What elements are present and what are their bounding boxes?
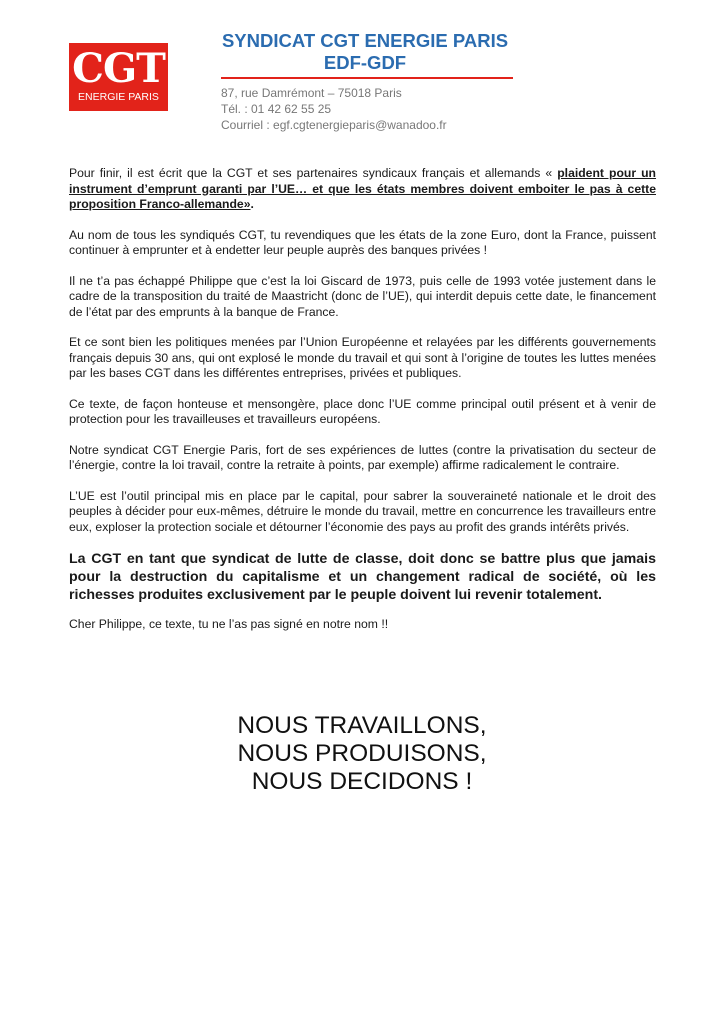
logo-sub-text: ENERGIE PARIS [78, 91, 159, 103]
slogan-line-2: NOUS PRODUISONS, [237, 740, 487, 767]
letterhead-title [210, 30, 520, 74]
slogan-line-3: NOUS DECIDONS ! [251, 768, 473, 795]
paragraph-3: Il ne t’a pas échappé Philippe que c’est la loi Giscard de 1973, puis celle de 1993 votée justement dans le cadre de la transposition du traité de Maastricht (donc de l’UE), qui interdit depuis cette date, le financement de l’état par des emprunts à la banque de France. [69, 273, 656, 319]
title-line-1: SYNDICAT CGT ENERGIE PARIS [221, 30, 509, 51]
paragraph-4: Et ce sont bien les politiques menées par l’Union Européenne et relayées par les différents gouvernements français depuis 30 ans, qui ont explosé le monde du travail et qui sont à l’origine de toutes les luttes menées par les bases CGT dans les différentes entreprises, privées et publiques. [69, 335, 656, 380]
header-divider [221, 77, 513, 79]
logo-main-text: CGT [72, 45, 165, 92]
cgt-logo [69, 43, 168, 111]
address: 87, rue Damrémont – 75018 Paris [221, 86, 402, 100]
contact-block [221, 85, 447, 133]
slogan [180, 712, 544, 796]
title-line-2: EDF-GDF [323, 52, 407, 73]
phone: Tél. : 01 42 62 55 25 [221, 102, 332, 116]
paragraph-9: Cher Philippe, ce texte, tu ne l’as pas signé en notre nom !! [69, 617, 389, 631]
email: Courriel : egf.cgtenergieparis@wanadoo.fr [221, 118, 447, 132]
paragraph-6: Notre syndicat CGT Energie Paris, fort de ses expériences de luttes (contre la privatisation du secteur de l’énergie, contre la loi travail, contre la retraite à points, par exemple) affirme radicalement le contraire. [69, 442, 656, 472]
slogan-line-1: NOUS TRAVAILLONS, [237, 712, 487, 739]
letter-body [69, 166, 656, 648]
paragraph-1 [69, 166, 656, 213]
p1-text: Pour finir, il est écrit que la CGT et ses partenaires syndicaux français et allemands « [69, 166, 558, 180]
paragraph-2: Au nom de tous les syndiqués CGT, tu revendiques que les états de la zone Euro, dont la France, puissent continuer à emprunter et à endetter leur peuple auprès des banques privées ! [69, 227, 656, 257]
paragraph-5: Ce texte, de façon honteuse et mensongère, place donc l’UE comme principal outil présent et à venir de protection pour les travailleuses et travailleurs européens. [69, 396, 656, 426]
paragraph-7: L’UE est l’outil principal mis en place par le capital, pour sabrer la souveraineté nationale et le droit des peuples à décider pour eux-mêmes, détruire le monde du travail, mettre en concurrence les travailleurs entre eux, exploser la protection sociale et détourner l’économie des pays au profit des grands intérêts privés. [69, 488, 656, 534]
p1-underlined-quote: plaident pour un instrument d’emprunt garanti par l’UE… et que les états membres doivent emboiter le pas à cette proposition Franco-allemande» [69, 166, 657, 211]
paragraph-8-bold: La CGT en tant que syndicat de lutte de classe, doit donc se battre plus que jamais pour la destruction du capitalisme et un changement radical de société, où les richesses produites exclusivement par le peuple doivent lui revenir totalement. [69, 551, 656, 603]
p1-end: . [250, 197, 254, 211]
